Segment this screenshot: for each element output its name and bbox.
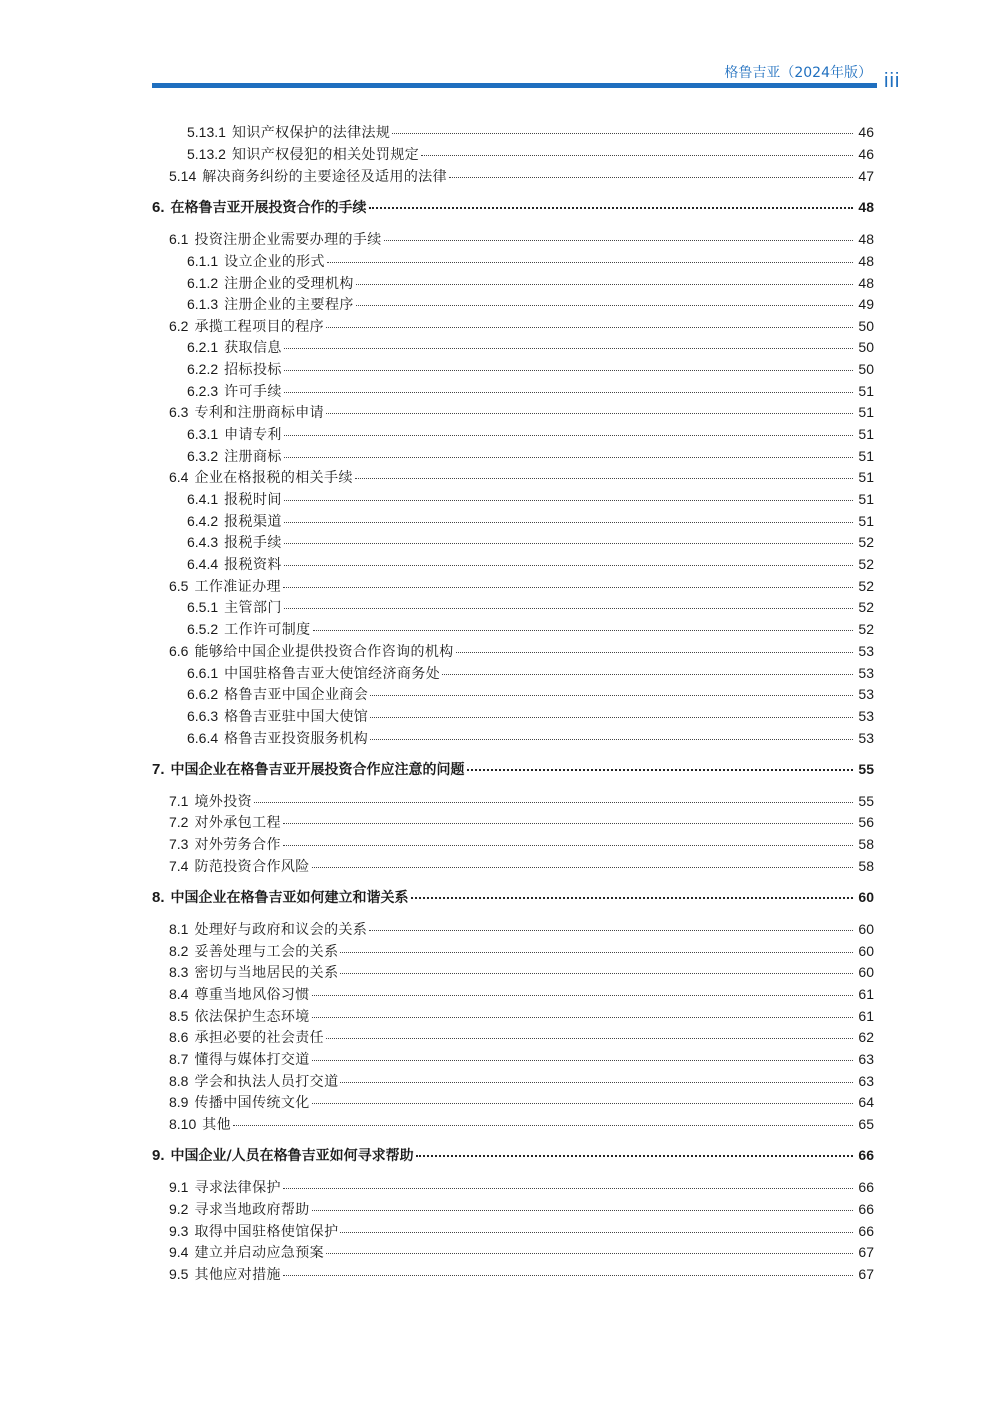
- dot-leader: [370, 738, 853, 740]
- toc-entry-title: 设立企业的形式: [224, 254, 325, 270]
- dot-leader: [340, 1231, 853, 1233]
- toc-entry-number: 6.2.2: [187, 361, 219, 377]
- toc-entry-page: 50: [858, 339, 874, 355]
- toc-entry[interactable]: [169, 919, 874, 939]
- toc-entry-page: 55: [858, 793, 874, 809]
- toc-entry[interactable]: [169, 1006, 874, 1026]
- toc-entry-title: 解决商务纠纷的主要途径及适用的法律: [202, 169, 448, 185]
- dot-leader: [356, 283, 853, 285]
- toc-entry-page: 48: [858, 253, 874, 269]
- toc-entry[interactable]: [187, 684, 874, 704]
- toc-entry-title: 其他: [202, 1117, 232, 1133]
- toc-entry-number: 5.13.1: [187, 124, 226, 140]
- toc-entry-number: 5.14: [169, 168, 197, 184]
- toc-entry-title: 在格鲁吉亚开展投资合作的手续: [170, 200, 367, 216]
- toc-entry-number: 6.4: [169, 469, 189, 485]
- toc-entry-number: 8.: [152, 889, 165, 906]
- toc-entry-title: 懂得与媒体打交道: [194, 1052, 310, 1068]
- toc-entry[interactable]: [169, 941, 874, 961]
- dot-leader: [356, 304, 853, 306]
- toc-entry-title: 申请专利: [224, 427, 282, 443]
- dot-leader: [312, 994, 853, 996]
- toc-entry-page: 62: [858, 1029, 874, 1045]
- toc-entry-title: 注册企业的主要程序: [224, 297, 354, 313]
- toc-entry-number: 7.2: [169, 814, 189, 830]
- toc-entry-number: 6.4.3: [187, 534, 219, 550]
- toc-entry[interactable]: [169, 576, 874, 596]
- dot-leader: [284, 521, 853, 523]
- toc-entry-page: 52: [858, 599, 874, 615]
- toc-entry-page: 66: [858, 1201, 874, 1217]
- toc-entry-page: 48: [858, 231, 874, 247]
- toc-entry[interactable]: [187, 122, 874, 142]
- dot-leader: [283, 1274, 853, 1276]
- dot-leader: [312, 1209, 853, 1211]
- dot-leader: [370, 716, 853, 718]
- toc-entry-page: 51: [858, 491, 874, 507]
- toc-entry-number: 8.6: [169, 1029, 189, 1045]
- toc-entry[interactable]: [169, 641, 874, 661]
- dot-leader: [283, 822, 853, 824]
- toc-entry-number: 8.1: [169, 921, 189, 937]
- toc-entry[interactable]: [169, 316, 874, 336]
- dot-leader: [327, 261, 853, 263]
- header-rule: [152, 83, 877, 88]
- toc-entry-title: 中国企业在格鲁吉亚开展投资合作应注意的问题: [170, 762, 465, 778]
- dot-leader: [283, 1187, 853, 1189]
- toc-entry-title: 学会和执法人员打交道: [194, 1074, 339, 1090]
- toc-entry-title: 寻求当地政府帮助: [194, 1202, 310, 1218]
- toc-entry-number: 6.6.1: [187, 665, 219, 681]
- toc-entry[interactable]: [169, 1114, 874, 1134]
- dot-leader: [416, 1154, 853, 1157]
- toc-entry-title: 格鲁吉亚投资服务机构: [224, 731, 369, 747]
- toc-entry-title: 妥善处理与工会的关系: [194, 944, 339, 960]
- toc-entry-page: 63: [858, 1073, 874, 1089]
- dot-leader: [284, 607, 853, 609]
- toc-entry-number: 6.1.2: [187, 275, 219, 291]
- toc-entry-title: 知识产权侵犯的相关处罚规定: [231, 147, 420, 163]
- toc-entry[interactable]: [169, 834, 874, 854]
- toc-entry-number: 6.2: [169, 318, 189, 334]
- toc-entry-number: 9.1: [169, 1179, 189, 1195]
- dot-leader: [326, 326, 853, 328]
- toc-entry-title: 处理好与政府和议会的关系: [194, 922, 368, 938]
- toc-entry-page: 67: [858, 1244, 874, 1260]
- toc-entry-number: 6.4.4: [187, 556, 219, 572]
- toc-entry-page: 53: [858, 708, 874, 724]
- toc-entry-title: 工作许可制度: [224, 622, 311, 638]
- toc-entry-number: 9.3: [169, 1223, 189, 1239]
- toc-entry[interactable]: [169, 1221, 874, 1241]
- dot-leader: [467, 768, 853, 771]
- toc-entry-number: 6.4.2: [187, 513, 219, 529]
- toc-entry[interactable]: [187, 619, 874, 639]
- toc-entry[interactable]: [169, 229, 874, 249]
- toc-entry[interactable]: [169, 1071, 874, 1091]
- toc-entry-page: 49: [858, 296, 874, 312]
- toc-entry-number: 6.: [152, 199, 165, 216]
- dot-leader: [340, 972, 853, 974]
- dot-leader: [411, 896, 853, 899]
- toc-entry[interactable]: [187, 511, 874, 531]
- toc-entry[interactable]: [169, 1177, 874, 1197]
- toc-entry-page: 50: [858, 318, 874, 334]
- toc-entry-page: 58: [858, 858, 874, 874]
- toc-entry-number: 6.5.2: [187, 621, 219, 637]
- toc-entry-page: 53: [858, 643, 874, 659]
- toc-entry-number: 6.5.1: [187, 599, 219, 615]
- toc-entry-page: 61: [858, 986, 874, 1002]
- toc-entry-number: 8.7: [169, 1051, 189, 1067]
- toc-entry[interactable]: [187, 424, 874, 444]
- toc-entry-page: 55: [858, 761, 874, 777]
- toc-entry-number: 6.2.1: [187, 339, 219, 355]
- toc-entry-title: 主管部门: [224, 600, 282, 616]
- toc-entry[interactable]: [169, 856, 874, 876]
- toc-entry[interactable]: [169, 791, 874, 811]
- toc-entry-title: 许可手续: [224, 384, 282, 400]
- toc-entry-title: 注册企业的受理机构: [224, 276, 354, 292]
- page-number: iii: [884, 70, 901, 92]
- toc-chapter-entry[interactable]: [152, 887, 874, 907]
- toc-entry[interactable]: [169, 1264, 874, 1284]
- dot-leader: [369, 206, 853, 209]
- toc-entry-page: 67: [858, 1266, 874, 1282]
- toc-entry[interactable]: [187, 728, 874, 748]
- toc-entry-title: 境外投资: [194, 794, 253, 810]
- toc-entry-title: 专利和注册商标申请: [194, 405, 325, 421]
- toc-entry-page: 48: [858, 199, 874, 215]
- dot-leader: [326, 412, 853, 414]
- dot-leader: [254, 801, 853, 803]
- toc-entry[interactable]: [169, 812, 874, 832]
- toc-entry-number: 6.1: [169, 231, 189, 247]
- dot-leader: [284, 347, 853, 349]
- toc-entry-title: 依法保护生态环境: [194, 1009, 310, 1025]
- toc-entry[interactable]: [187, 446, 874, 466]
- toc-entry-title: 企业在格报税的相关手续: [194, 470, 353, 486]
- toc-entry-number: 7.1: [169, 793, 189, 809]
- toc-chapter-entry[interactable]: [152, 197, 874, 217]
- toc-entry-page: 47: [858, 168, 874, 184]
- toc-entry[interactable]: [169, 962, 874, 982]
- toc-entry[interactable]: [187, 294, 874, 314]
- toc-entry[interactable]: [187, 706, 874, 726]
- toc-entry-title: 尊重当地风俗习惯: [194, 987, 310, 1003]
- toc-entry-page: 61: [858, 1008, 874, 1024]
- toc-entry-title: 能够给中国企业提供投资合作咨询的机构: [194, 644, 454, 660]
- toc-entry[interactable]: [187, 273, 874, 293]
- toc-entry-number: 6.5: [169, 578, 189, 594]
- toc-entry[interactable]: [169, 402, 874, 422]
- toc-entry-page: 51: [858, 448, 874, 464]
- toc-entry-number: 8.3: [169, 964, 189, 980]
- toc-entry-number: 6.6.4: [187, 730, 219, 746]
- toc-entry-page: 52: [858, 621, 874, 637]
- toc-entry-title: 承担必要的社会责任: [194, 1030, 325, 1046]
- toc-entry-page: 56: [858, 814, 874, 830]
- toc-entry-title: 中国驻格鲁吉亚大使馆经济商务处: [224, 666, 441, 682]
- dot-leader: [284, 542, 853, 544]
- toc-entry-number: 9.: [152, 1147, 165, 1164]
- toc-entry-page: 64: [858, 1094, 874, 1110]
- dot-leader: [284, 499, 853, 501]
- toc-entry-number: 6.6.3: [187, 708, 219, 724]
- toc-entry-number: 6.3: [169, 404, 189, 420]
- toc-entry-number: 5.13.2: [187, 146, 226, 162]
- toc-entry[interactable]: [187, 359, 874, 379]
- toc-entry[interactable]: [169, 1049, 874, 1069]
- dot-leader: [284, 434, 853, 436]
- toc-chapter-entry[interactable]: [152, 1145, 874, 1165]
- toc-entry-page: 65: [858, 1116, 874, 1132]
- dot-leader: [283, 844, 853, 846]
- toc-entry-number: 8.5: [169, 1008, 189, 1024]
- toc-entry-page: 53: [858, 686, 874, 702]
- toc-entry-title: 承揽工程项目的程序: [194, 319, 325, 335]
- toc-entry-title: 知识产权保护的法律法规: [231, 125, 391, 141]
- dot-leader: [313, 629, 853, 631]
- toc-entry[interactable]: [169, 166, 874, 186]
- toc-entry-page: 46: [858, 124, 874, 140]
- toc-entry-page: 46: [858, 146, 874, 162]
- toc-entry-number: 8.8: [169, 1073, 189, 1089]
- dot-leader: [233, 1124, 853, 1126]
- toc-entry-title: 格鲁吉亚中国企业商会: [224, 687, 369, 703]
- toc-entry-number: 8.4: [169, 986, 189, 1002]
- dot-leader: [312, 866, 853, 868]
- toc-entry-number: 6.3.1: [187, 426, 219, 442]
- dot-leader: [369, 929, 853, 931]
- toc-entry-page: 52: [858, 578, 874, 594]
- toc-entry-title: 中国企业在格鲁吉亚如何建立和谐关系: [170, 890, 409, 906]
- dot-leader: [340, 1081, 853, 1083]
- toc-entry-page: 51: [858, 404, 874, 420]
- toc-entry[interactable]: [169, 1027, 874, 1047]
- toc-entry-page: 48: [858, 275, 874, 291]
- toc-entry-title: 对外承包工程: [194, 815, 281, 831]
- dot-leader: [456, 651, 853, 653]
- toc-entry-page: 66: [858, 1179, 874, 1195]
- toc-entry-page: 53: [858, 730, 874, 746]
- toc-entry[interactable]: [169, 1092, 874, 1112]
- toc-entry-page: 51: [858, 383, 874, 399]
- toc-entry-page: 51: [858, 426, 874, 442]
- toc-entry-number: 9.4: [169, 1244, 189, 1260]
- dot-leader: [421, 154, 853, 156]
- toc-entry-page: 58: [858, 836, 874, 852]
- toc-entry-page: 66: [858, 1223, 874, 1239]
- dot-leader: [312, 1059, 853, 1061]
- toc-entry-title: 获取信息: [224, 340, 282, 356]
- toc-entry-title: 寻求法律保护: [194, 1180, 281, 1196]
- toc-entry[interactable]: [169, 1242, 874, 1262]
- toc-entry-title: 工作准证办理: [194, 579, 281, 595]
- toc-entry-page: 52: [858, 534, 874, 550]
- toc-entry[interactable]: [187, 381, 874, 401]
- toc-entry[interactable]: [187, 489, 874, 509]
- toc-entry-number: 7.: [152, 761, 165, 778]
- dot-leader: [284, 391, 853, 393]
- toc-entry[interactable]: [187, 597, 874, 617]
- toc-entry[interactable]: [169, 467, 874, 487]
- toc-entry-title: 取得中国驻格使馆保护: [194, 1224, 339, 1240]
- toc-entry-title: 对外劳务合作: [194, 837, 281, 853]
- toc-entry-title: 传播中国传统文化: [194, 1095, 310, 1111]
- toc-entry-title: 防范投资合作风险: [194, 859, 310, 875]
- toc-entry-page: 66: [858, 1147, 874, 1163]
- dot-leader: [355, 477, 853, 479]
- toc-entry-title: 报税资料: [224, 557, 282, 573]
- dot-leader: [370, 694, 853, 696]
- toc-entry-title: 报税时间: [224, 492, 282, 508]
- dot-leader: [449, 176, 853, 178]
- dot-leader: [326, 1037, 853, 1039]
- toc-entry-title: 注册商标: [224, 449, 282, 465]
- toc-entry-page: 60: [858, 921, 874, 937]
- dot-leader: [442, 673, 853, 675]
- toc-entry-page: 60: [858, 964, 874, 980]
- toc-entry-page: 51: [858, 469, 874, 485]
- toc-entry-title: 投资注册企业需要办理的手续: [194, 232, 382, 248]
- toc-entry[interactable]: [169, 984, 874, 1004]
- toc-entry-number: 9.5: [169, 1266, 189, 1282]
- header-title: 格鲁吉亚（2024年版）: [724, 65, 872, 81]
- toc-entry[interactable]: [187, 532, 874, 552]
- toc-entry[interactable]: [169, 1199, 874, 1219]
- toc-entry-number: 7.4: [169, 858, 189, 874]
- toc-entry-page: 60: [858, 943, 874, 959]
- dot-leader: [312, 1102, 853, 1104]
- toc-entry-number: 6.1.1: [187, 253, 219, 269]
- toc-entry-page: 50: [858, 361, 874, 377]
- toc-entry-title: 招标投标: [224, 362, 282, 378]
- toc-entry-page: 51: [858, 513, 874, 529]
- dot-leader: [284, 369, 853, 371]
- toc-entry-number: 6.4.1: [187, 491, 219, 507]
- toc-entry-page: 60: [858, 889, 874, 905]
- toc-entry[interactable]: [187, 663, 874, 683]
- toc-entry-number: 8.9: [169, 1094, 189, 1110]
- toc-entry[interactable]: [187, 554, 874, 574]
- toc-entry-number: 6.6: [169, 643, 189, 659]
- toc-entry[interactable]: [187, 144, 874, 164]
- toc-entry-title: 中国企业/人员在格鲁吉亚如何寻求帮助: [170, 1148, 414, 1164]
- toc-entry-number: 6.3.2: [187, 448, 219, 464]
- toc-entry[interactable]: [187, 337, 874, 357]
- toc-entry[interactable]: [187, 251, 874, 271]
- toc-entry-title: 报税渠道: [224, 514, 282, 530]
- dot-leader: [284, 456, 853, 458]
- dot-leader: [340, 951, 853, 953]
- toc-entry-number: 6.6.2: [187, 686, 219, 702]
- toc-entry-title: 建立并启动应急预案: [194, 1245, 325, 1261]
- dot-leader: [384, 239, 853, 241]
- toc-entry-page: 53: [858, 665, 874, 681]
- toc-entry-title: 其他应对措施: [194, 1267, 281, 1283]
- toc-entry-page: 63: [858, 1051, 874, 1067]
- toc-entry-number: 9.2: [169, 1201, 189, 1217]
- dot-leader: [312, 1016, 853, 1018]
- toc-entry-number: 8.2: [169, 943, 189, 959]
- dot-leader: [284, 564, 853, 566]
- toc-entry-title: 密切与当地居民的关系: [194, 965, 339, 981]
- toc-entry-title: 报税手续: [224, 535, 282, 551]
- toc-entry-number: 6.2.3: [187, 383, 219, 399]
- dot-leader: [392, 132, 853, 134]
- toc-entry-title: 格鲁吉亚驻中国大使馆: [224, 709, 369, 725]
- toc-entry-number: 6.1.3: [187, 296, 219, 312]
- toc-entry-number: 7.3: [169, 836, 189, 852]
- toc-entry-number: 8.10: [169, 1116, 197, 1132]
- dot-leader: [283, 586, 853, 588]
- toc-chapter-entry[interactable]: [152, 759, 874, 779]
- dot-leader: [326, 1252, 853, 1254]
- toc-entry-page: 52: [858, 556, 874, 572]
